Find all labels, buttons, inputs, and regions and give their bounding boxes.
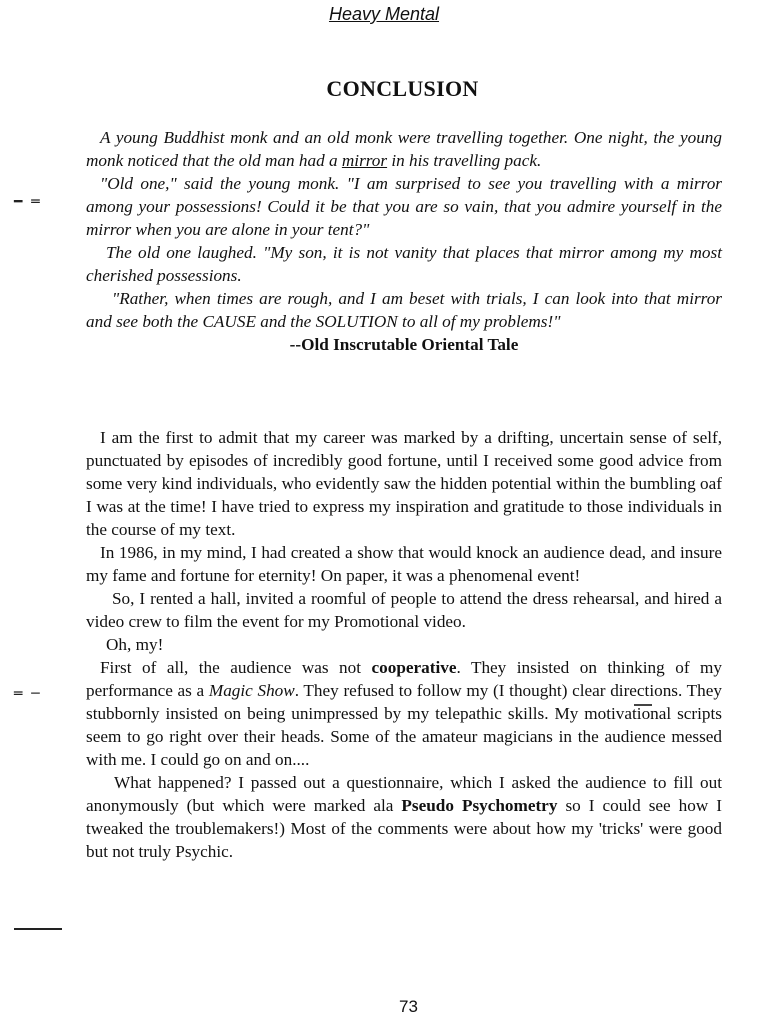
story-paragraph: The old one laughed. "My son, it is not vanity that places that mirror among my most cherished possessions.: [86, 243, 722, 285]
story-text: in his travelling pack.: [387, 151, 542, 170]
epigraph-story: [86, 126, 722, 356]
margin-dash-icon: [14, 928, 62, 930]
page-number: 73: [399, 997, 418, 1016]
body-paragraph: In 1986, in my mind, I had created a show that would knock an audience dead, and insure my fame and fortune for eternity! On paper, it was a phenomenal event!: [86, 543, 722, 585]
story-paragraph: [86, 126, 722, 172]
body-text-span: What happened? I passed out a questionnaire, which I asked the audience to fill out anonymously (but which were marked ala: [86, 773, 722, 815]
body-text-span: . They refused to follow my (I thought) clear directions. They stubbornly insisted on being unimpressed by my telepathic skills. My motivational scripts seem to go right over their heads. Some of the amateur magicians in the audience messed with me. I could go on and on....: [86, 681, 722, 769]
body-paragraph: I am the first to admit that my career was marked by a drifting, uncertain sense of self, punctuated by episodes of incredibly good fortune, until I received some good advice from some very kind individuals, who evidently saw the hidden potential within the bumbling oaf I was at the time! I have tried to express my inspiration and gratitude to those individuals in the course of my text.: [86, 428, 722, 539]
story-paragraph: "Rather, when times are rough, and I am beset with trials, I can look into that mirror and see both the CAUSE and the SOLUTION to all of my problems!": [86, 289, 722, 331]
emphasis-bold: Pseudo Psychometry: [401, 796, 558, 815]
margin-mark-icon: ═ ─: [14, 686, 42, 702]
body-text-span: so I could see how I tweaked the troublemakers!) Most of the comments were about how my 'tricks' were good but not truly Psychic.: [86, 796, 723, 861]
mirror-word: mirror: [341, 151, 388, 170]
story-attribution: --Old Inscrutable Oriental Tale: [289, 335, 519, 354]
body-paragraph: [86, 656, 722, 771]
body-paragraph: [86, 771, 722, 863]
body-text-span: First of all, the audience was not: [100, 658, 372, 677]
running-header: Heavy Mental: [328, 4, 440, 24]
story-paragraph: "Old one," said the young monk. "I am surprised to see you travelling with a mirror among your possessions! Could it be that you are so vain, that you admire yourself in the mirror when you are alone in your tent?": [86, 174, 722, 239]
emphasis-italic: Magic Show: [208, 681, 295, 700]
story-text: A young Buddhist monk and an old monk were travelling together. One night, the young monk noticed that the old man had a: [86, 128, 722, 170]
body-text: [86, 426, 722, 863]
body-paragraph: So, I rented a hall, invited a roomful of people to attend the dress rehearsal, and hired a video crew to film the event for my Promotional video.: [86, 589, 722, 631]
body-text-span: . They insisted on thinking of my performance as a: [86, 658, 722, 700]
margin-mark-icon: ━ ═: [14, 194, 42, 210]
page-title: CONCLUSION: [326, 76, 479, 101]
body-paragraph: Oh, my!: [106, 635, 164, 654]
emphasis-bold: cooperative: [371, 658, 457, 677]
